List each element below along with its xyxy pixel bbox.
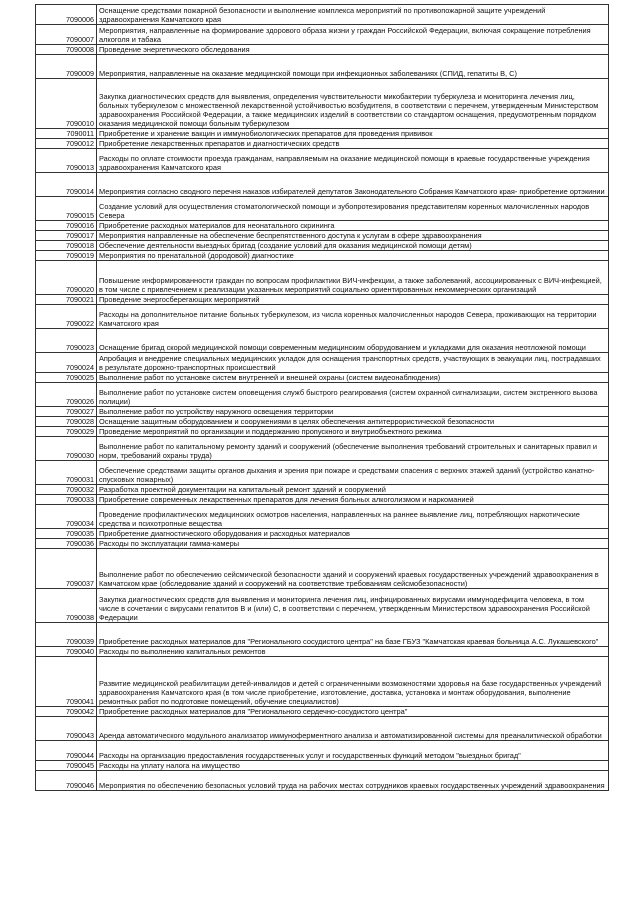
table-row <box>36 657 609 707</box>
table-row <box>36 549 609 589</box>
row-description: Оснащение защитным оборудованием и сооружениями в целях обеспечения антитеррористической безопасности <box>97 417 609 427</box>
row-description: Оснащение средствами пожарной безопасности и выполнение комплекса мероприятий по противопожарной защите учреждений здравоохранения Камчатского края <box>97 5 609 25</box>
table-row <box>36 707 609 717</box>
row-code: 7090030 <box>36 437 97 461</box>
row-code: 7090022 <box>36 305 97 329</box>
row-code: 7090016 <box>36 221 97 231</box>
table-row <box>36 485 609 495</box>
row-code: 7090041 <box>36 657 97 707</box>
row-code: 7090027 <box>36 407 97 417</box>
row-description: Расходы на организацию предоставления государственных услуг и государственных функций методом "выездных бригад" <box>97 741 609 761</box>
row-code: 7090029 <box>36 427 97 437</box>
table-row <box>36 129 609 139</box>
table-row <box>36 741 609 761</box>
table-row <box>36 55 609 79</box>
row-code: 7090039 <box>36 623 97 647</box>
row-code: 7090007 <box>36 25 97 45</box>
table-row <box>36 529 609 539</box>
row-description: Приобретение современных лекарственных препаратов для лечения больных алкоголизмом и наркоманией <box>97 495 609 505</box>
row-description: Приобретение расходных материалов для неонатального скрининга <box>97 221 609 231</box>
codes-table <box>35 4 609 791</box>
row-description: Приобретение диагностического оборудования и расходных материалов <box>97 529 609 539</box>
table-row <box>36 5 609 25</box>
table-row <box>36 231 609 241</box>
row-code: 7090024 <box>36 353 97 373</box>
row-description: Выполнение работ по установке систем внутренней и внешней охраны (систем видеонаблюдения) <box>97 373 609 383</box>
row-description: Выполнение работ по капитальному ремонту зданий и сооружений (обеспечение выполнения требований строительных и санитарных правил и норм, требований охраны труда) <box>97 437 609 461</box>
row-description: Закупка диагностических средств для выявления и мониторинга лечения лиц, инфицированных вирусами иммунодефицита человека, в том числе в сочетании с вирусами гепатитов В и (или) С, в соответствии с перечнем, утвержденным Министерством здравоохранения Российской Федерации <box>97 589 609 623</box>
table-row <box>36 25 609 45</box>
row-description: Проведение мероприятий по организации и поддержанию пропускного и внутриобъектного режима <box>97 427 609 437</box>
table-row <box>36 295 609 305</box>
row-description: Обеспечение деятельности выездных бригад (создание условий для оказания медицинской помощи детям) <box>97 241 609 251</box>
row-description: Расходы на дополнительное питание больных туберкулезом, из числа коренных малочисленных народов Севера, проживающих на территории Камчатского края <box>97 305 609 329</box>
row-code: 7090028 <box>36 417 97 427</box>
row-code: 7090033 <box>36 495 97 505</box>
row-code: 7090017 <box>36 231 97 241</box>
row-code: 7090044 <box>36 741 97 761</box>
row-description: Мероприятия по обеспечению безопасных условий труда на рабочих местах сотрудников краевых государственных учреждений здравоохранения <box>97 771 609 791</box>
table-row <box>36 329 609 353</box>
row-code: 7090025 <box>36 373 97 383</box>
table-row <box>36 539 609 549</box>
row-description: Расходы по эксплуатации гамма-камеры <box>97 539 609 549</box>
row-code: 7090015 <box>36 197 97 221</box>
row-description: Расходы на уплату налога на имущество <box>97 761 609 771</box>
table-row <box>36 417 609 427</box>
table-row <box>36 45 609 55</box>
row-code: 7090020 <box>36 261 97 295</box>
table-row <box>36 505 609 529</box>
row-code: 7090037 <box>36 549 97 589</box>
row-code: 7090036 <box>36 539 97 549</box>
table-row <box>36 495 609 505</box>
row-code: 7090026 <box>36 383 97 407</box>
row-code: 7090019 <box>36 251 97 261</box>
row-code: 7090045 <box>36 761 97 771</box>
table-row <box>36 305 609 329</box>
row-code: 7090013 <box>36 149 97 173</box>
row-description: Выполнение работ по установке систем оповещения служб быстрого реагирования (систем охранной сигнализации, систем экстренного вызова полиции) <box>97 383 609 407</box>
row-code: 7090032 <box>36 485 97 495</box>
row-description: Повышение информированности граждан по вопросам профилактики ВИЧ-инфекции, а также заболеваний, ассоциированных с ВИЧ-инфекцией, в том числе с привлечением к реализации указанных мероприятий социально ориентированных некоммерческих организаций <box>97 261 609 295</box>
table-row <box>36 251 609 261</box>
row-description: Проведение энергосберегающих мероприятий <box>97 295 609 305</box>
table-row <box>36 173 609 197</box>
row-code: 7090006 <box>36 5 97 25</box>
row-code: 7090014 <box>36 173 97 197</box>
row-description: Расходы по оплате стоимости проезда гражданам, направляемым на оказание медицинской помощи в краевые государственные учреждения здравоохранения Камчатского края <box>97 149 609 173</box>
table-row <box>36 461 609 485</box>
table-row <box>36 383 609 407</box>
row-description: Мероприятия, направленные на формирование здорового образа жизни у граждан Российской Федерации, включая сокращение потребления алкоголя и табака <box>97 25 609 45</box>
row-description: Разработка проектной документации на капитальный ремонт зданий и сооружений <box>97 485 609 495</box>
table-row <box>36 149 609 173</box>
row-code: 7090021 <box>36 295 97 305</box>
row-code: 7090034 <box>36 505 97 529</box>
row-description: Выполнение работ по устройству наружного освещения территории <box>97 407 609 417</box>
row-description: Создание условий для осуществления стоматологической помощи и зубопротезирования представителям коренных малочисленных народов Севера <box>97 197 609 221</box>
table-row <box>36 79 609 129</box>
table-row <box>36 437 609 461</box>
row-description: Приобретение расходных материалов для "Регионального сосудистого центра" на базе ГБУЗ "Камчатская краевая больница А.С. Лукашевского" <box>97 623 609 647</box>
row-description: Приобретение лекарственных препаратов и диагностических средств <box>97 139 609 149</box>
table-row <box>36 139 609 149</box>
table-row <box>36 353 609 373</box>
row-code: 7090038 <box>36 589 97 623</box>
row-code: 7090031 <box>36 461 97 485</box>
table-row <box>36 241 609 251</box>
row-description: Проведение профилактических медицинских осмотров населения, направленных на раннее выявление лиц, потребляющих наркотические средства и психотропные вещества <box>97 505 609 529</box>
row-description: Апробация и внедрение специальных медицинских укладок для оснащения транспортных средств, участвующих в эвакуации лиц, пострадавших в результате дорожно-транспортных происшествий <box>97 353 609 373</box>
row-description: Мероприятия направленные на обеспечение беспрепятственного доступа к услугам в сфере здравоохранения <box>97 231 609 241</box>
table-row <box>36 771 609 791</box>
table-row <box>36 261 609 295</box>
row-code: 7090040 <box>36 647 97 657</box>
row-description: Развитие медицинской реабилитации детей-инвалидов и детей с ограниченными возможностями здоровья на базе государственных учреждений здравоохранения Камчатского края (в том числе приобретение, изготовление, доставка, установка и монтаж оборудования, выполнение ремонтных работ по подготовке помещений, обучение специалистов) <box>97 657 609 707</box>
row-code: 7090046 <box>36 771 97 791</box>
row-code: 7090023 <box>36 329 97 353</box>
table-row <box>36 589 609 623</box>
row-description: Мероприятия, направленные на оказание медицинской помощи при инфекционных заболеваниях (СПИД, гепатиты В, С) <box>97 55 609 79</box>
row-code: 7090018 <box>36 241 97 251</box>
row-description: Выполнение работ по обеспечению сейсмической безопасности зданий и сооружений краевых государственных учреждений здравоохранения в Камчатском крае (обследование зданий и сооружений на соответствие требованиям сейсмобезопасности) <box>97 549 609 589</box>
table-row <box>36 427 609 437</box>
row-description: Мероприятия по пренатальной (дородовой) диагностике <box>97 251 609 261</box>
row-description: Проведение энергетического обследования <box>97 45 609 55</box>
row-code: 7090011 <box>36 129 97 139</box>
table-row <box>36 717 609 741</box>
table-row <box>36 221 609 231</box>
row-description: Расходы по выполнению капитальных ремонтов <box>97 647 609 657</box>
table-row <box>36 761 609 771</box>
row-code: 7090042 <box>36 707 97 717</box>
row-description: Аренда автоматического модульного анализатор иммуноферментного анализа и автоматизированной системы для преаналитической обработки <box>97 717 609 741</box>
row-description: Приобретение и хранение вакцин и иммунобиологических препаратов для проведения прививок <box>97 129 609 139</box>
row-description: Обеспечение средствами защиты органов дыхания и зрения при пожаре и средствами спасения с верхних этажей зданий (устройство канатно-спусковых пожарных) <box>97 461 609 485</box>
row-description: Мероприятия согласно сводного перечня наказов избирателей депутатов Законодательного Собрания Камчатского края- приобретение ортэкинии <box>97 173 609 197</box>
row-description: Приобретение расходных материалов для "Регионального сердечно-сосудистого центра" <box>97 707 609 717</box>
row-code: 7090008 <box>36 45 97 55</box>
row-code: 7090010 <box>36 79 97 129</box>
budget-code-table <box>35 4 609 791</box>
row-code: 7090009 <box>36 55 97 79</box>
table-row <box>36 373 609 383</box>
row-description: Закупка диагностических средств для выявления, определения чувствительности микобактерии туберкулеза и мониторинга лечения лиц, больных туберкулезом с множественной лекарственной устойчивостью возбудителя, в соответствии с перечнем, утвержденным Министерством здравоохранения Российской Федерации, а также медицинских изделий в соответствии со стандартом оснащения, предусмотренным порядком оказания медицинской помощи больным туберкулезом <box>97 79 609 129</box>
row-code: 7090012 <box>36 139 97 149</box>
row-code: 7090043 <box>36 717 97 741</box>
row-description: Оснащение бригад скорой медицинской помощи современным медицинским оборудованием и укладками для оказания неотложной помощи <box>97 329 609 353</box>
table-row <box>36 407 609 417</box>
row-code: 7090035 <box>36 529 97 539</box>
table-row <box>36 647 609 657</box>
table-row <box>36 623 609 647</box>
table-row <box>36 197 609 221</box>
